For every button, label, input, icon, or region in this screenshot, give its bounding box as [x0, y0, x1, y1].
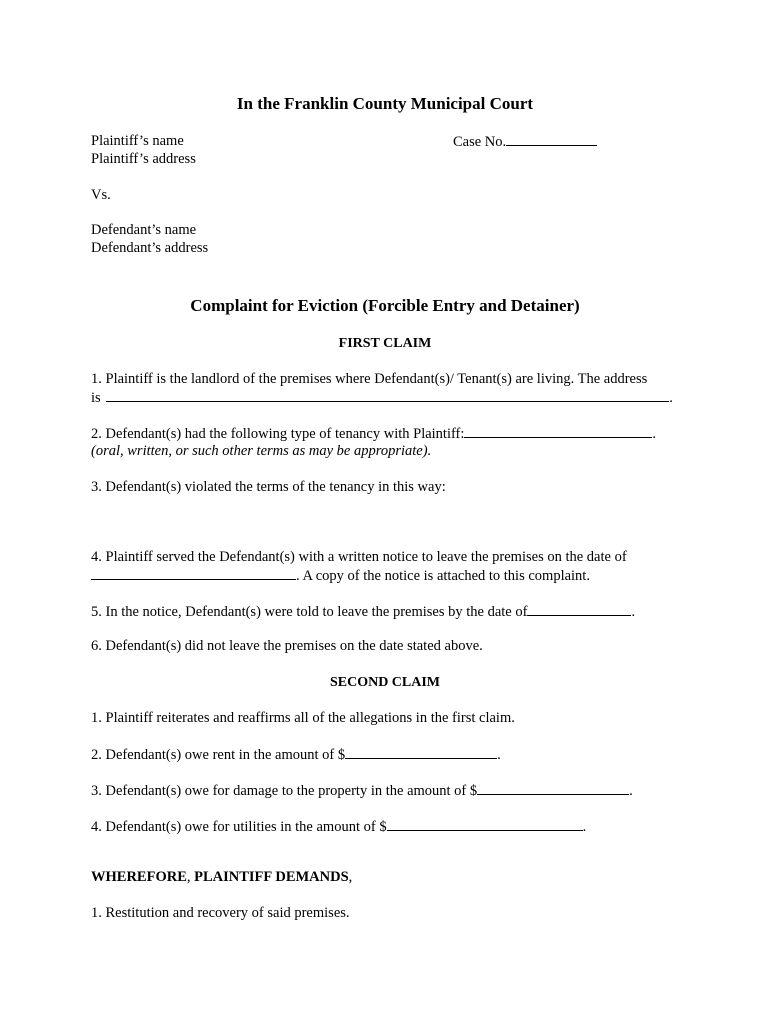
first-claim-item-3: 3. Defendant(s) violated the terms of the tenancy in this way: [91, 479, 446, 495]
first-claim-item-4-suffix: . A copy of the notice is attached to this complaint. [296, 568, 590, 584]
second-claim-item-4-period: . [582, 819, 587, 835]
second-claim-heading: SECOND CLAIM [329, 675, 441, 690]
notice-date-blank[interactable] [91, 566, 296, 580]
damage-amount-blank[interactable] [477, 781, 629, 795]
wherefore-heading [91, 868, 352, 886]
rent-amount-blank[interactable] [345, 745, 497, 759]
wherefore-comma-2: , [348, 869, 353, 885]
first-claim-item-5-period: . [631, 604, 636, 620]
tenancy-type-blank[interactable] [464, 424, 652, 438]
second-claim-item-2-period: . [497, 747, 501, 763]
first-claim-item-5 [91, 602, 635, 621]
wherefore-item-1: 1. Restitution and recovery of said premises. [91, 905, 350, 921]
first-claim-item-4-line-1: 4. Plaintiff served the Defendant(s) with a written notice to leave the premises on the date of [91, 549, 627, 565]
court-title: In the Franklin County Municipal Court [236, 94, 534, 113]
plaintiff-address-label: Plaintiff’s address [91, 151, 196, 167]
first-claim-item-1-period: . [669, 390, 673, 406]
second-claim-item-3-text: 3. Defendant(s) owe for damage to the property in the amount of $ [91, 783, 478, 799]
complaint-title: Complaint for Eviction (Forcible Entry and Detainer) [190, 296, 580, 315]
first-claim-item-2 [91, 424, 656, 443]
second-claim-item-2 [91, 745, 501, 764]
first-claim-item-5-text: 5. In the notice, Defendant(s) were told to leave the premises by the date of [91, 604, 528, 620]
case-no-label: Case No. [453, 134, 507, 150]
case-no-blank[interactable] [506, 132, 597, 146]
versus-label: Vs. [91, 187, 111, 203]
plaintiff-demands-word: PLAINTIFF DEMANDS [194, 869, 349, 885]
first-claim-item-1-line-1: 1. Plaintiff is the landlord of the premises where Defendant(s)/ Tenant(s) are living. The address [91, 371, 648, 387]
utilities-amount-blank[interactable] [387, 817, 583, 831]
first-claim-item-2-text: 2. Defendant(s) had the following type of tenancy with Plaintiff: [91, 426, 465, 442]
second-claim-item-2-text: 2. Defendant(s) owe rent in the amount of $ [91, 747, 346, 763]
first-claim-item-2-period: . [652, 426, 657, 442]
leave-date-blank[interactable] [527, 602, 631, 616]
first-claim-item-1-prefix: is [91, 390, 101, 406]
second-claim-item-4 [91, 817, 586, 836]
plaintiff-name-label: Plaintiff’s name [91, 133, 184, 149]
second-claim-item-3 [91, 781, 633, 800]
defendant-name-label: Defendant’s name [91, 222, 197, 238]
first-claim-item-2-note: (oral, written, or such other terms as may be appropriate). [91, 443, 432, 459]
first-claim-heading: FIRST CLAIM [338, 336, 432, 351]
first-claim-item-1-line-2 [91, 388, 673, 407]
first-claim-item-4-line-2 [91, 566, 590, 585]
address-blank[interactable] [106, 388, 669, 402]
second-claim-item-3-period: . [629, 783, 633, 799]
case-number [453, 132, 597, 151]
second-claim-item-1: 1. Plaintiff reiterates and reaffirms all of the allegations in the first claim. [91, 710, 515, 726]
defendant-address-label: Defendant’s address [91, 240, 209, 256]
first-claim-item-6: 6. Defendant(s) did not leave the premises on the date stated above. [91, 638, 483, 654]
wherefore-word: WHEREFORE [91, 869, 187, 885]
second-claim-item-4-text: 4. Defendant(s) owe for utilities in the amount of $ [91, 819, 387, 835]
wherefore-comma-1: , [186, 869, 195, 885]
